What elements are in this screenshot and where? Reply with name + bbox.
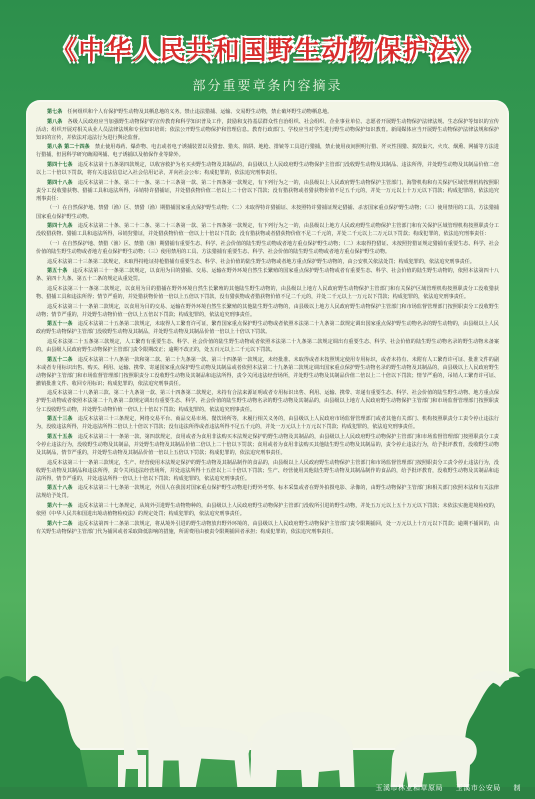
article-text: 各级人民政府应当加强野生动物保护的宣传教育和科学知识普及工作，鼓励和支持基层群众性自治组织、社会组织、企业事业单位、志愿者开展野生动物保护法律法规、生态保护等知识的宣传活动；组织开展对相关从业人员法律法规和专业知识培训；依法公开野生动物保护和管理信息。教育行政部门、学校应当对学生进行野生动物保护知识教育。新闻媒体应当开展野生动物保护法律法规和保护知识的宣传，并依法对违法行为进行舆论监督。 (36, 118, 499, 141)
article-paragraph (36, 108, 499, 116)
article-paragraph (36, 356, 499, 388)
article-text: 违反本法第二十条、第二十一条、第二十三条第一款、第二十四条第一款规定，有下列行为之一的，由县级以上人民政府野生动物保护主管部门、海警机构和有关保护区域管理机构按照职责分工没收猎获物、猎捕工具和违法所得，吊销特许猎捕证，并处猎获物价值二倍以上二十倍以下罚款；没有猎获物或者猎获物价值不足五千元的，并处一万元以上十万元以下罚款；构成犯罪的，依法追究刑事责任： (36, 179, 499, 202)
article-text: 任何组织和个人有保护野生动物及其栖息地的义务。禁止违法猎捕、运输、交易野生动物，禁止破坏野生动物栖息地。 (67, 109, 333, 115)
article-text: 违反本法第三十一条第三款规定，生产、经营使用本法规定保护的野生动物及其制品制作的食品的，由县级以上人民政府野生动物保护主管部门和市场监督管理部门按照职责分工责令停止违法行为，没收野生动物及其制品和违法所得，责令关闭违法经营场所，并处违法所得十五倍以上三十倍以下罚款；生产、经营使用其他陆生野生动物及其制品制作的食品的，给予批评教育，没收野生动物及其制品和违法所得，情节严重的，并处违法所得一倍以上十倍以下罚款；构成犯罪的，依法追究刑事责任。 (36, 459, 499, 482)
article-text: 违反本法第三十一条第一款、第四款规定，食用或者为食用非法购买本法规定保护的野生动物及其制品的，由县级以上人民政府野生动物保护主管部门和市场监督管理部门按照职责分工责令停止违法行为，没收野生动物及其制品，并处野生动物及其制品价值二倍以上二十倍以下罚款；食用或者为食用非法购买其他陆生野生动物及其制品的，责令停止违法行为，给予批评教育，没收野生动物及其制品，情节严重的，并处野生动物及其制品价值一倍以上五倍以下罚款；构成犯罪的，依法追究刑事责任。 (36, 433, 499, 456)
article-paragraph (36, 179, 499, 203)
article-label: 第四十七条 (47, 162, 73, 169)
article-paragraph (36, 303, 499, 319)
article-label: 第六十一条 (47, 502, 73, 509)
article-paragraph (36, 415, 499, 431)
article-paragraph (36, 484, 499, 500)
long-neck-animal-icon (112, 645, 146, 799)
article-text: 违反本法第二十八条第一款和第二款、第二十九条第一款、第三十四条第一款规定，未经批准、未取得或者未按照规定使用专用标识，或者未持有、未附有人工繁育许可证、批准文件的副本或者专用标识出售、购买、利用、运输、携带、寄递国家重点保护野生动物及其制品或者依照本法第二十九条第二款规定调出国家重点保护野生动物名录的野生动物及其制品的，由县级以上人民政府野生动物保护主管部门和市场监督管理部门按照职责分工没收野生动物及其制品和违法所得，责令关闭违法经营场所，并处野生动物及其制品价值二倍以上二十倍以下罚款；情节严重的，吊销人工繁育许可证、撤销批准文件、收回专用标识；构成犯罪的，依法追究刑事责任。 (36, 356, 499, 387)
article-paragraph (36, 389, 499, 413)
article-paragraph (36, 204, 499, 220)
article-text: 违反本法第二十三条第二款规定，未取得持枪证持枪猎捕有重要生态、科学、社会价值的陆生野生动物或者地方重点保护野生动物的，由公安机关依法处罚；构成犯罪的，依法追究刑事责任。 (47, 258, 475, 265)
article-paragraph (36, 285, 499, 301)
article-paragraph (36, 320, 499, 336)
article-text: 违反本法第二十条、第二十二条、第二十三条第一款、第二十四条第一款规定，有下列行为之一的，由县级以上地方人民政府野生动物保护主管部门和有关保护区域管理机构按照职责分工没收猎获物、猎捕工具和违法所得，吊销狩猎证，并处猎获物价值一倍以上十倍以下罚款；没有猎获物或者猎获物价值不足二千元的，并处二千元以上二万元以下罚款；构成犯罪的，依法追究刑事责任： (36, 223, 499, 238)
article-text: 违反本法第二十八条第三款、第二十九条第一款、第三十四条第二款规定，未持有合法来源证明或者专用标识出售、利用、运输、携带、寄递有重要生态、科学、社会价值的陆生野生动物、地方重点保护野生动物或者依照本法第二十九条第二款规定调出有重要生态、科学、社会价值的陆生野生动物名录的野生动物及其制品的，由县级以上地方人民政府野生动物保护主管部门和市场监督管理部门按照职责分工没收野生动物，并处野生动物价值一倍以上十倍以下罚款；构成犯罪的，依法追究刑事责任。 (36, 390, 499, 413)
article-text: 违反本法第四十二条第二款规定，将从境外引进的野生动物放归野外环境的，由县级以上人民政府野生动物保护主管部门责令限期捕回，处一万元以上十万元以下罚款；逾期不捕回的，由有关野生动物保护主管部门代为捕回或者采取降低影响的措施，所需费用由被责令限期捕回者承担；构成犯罪的，依法追究刑事责任。 (36, 520, 499, 535)
article-paragraph (36, 502, 499, 518)
article-text: 违反本法第十五条第四款规定，以收容救护为名买卖野生动物及其制品的，由县级以上人民政府野生动物保护主管部门没收野生动物及其制品、违法所得，并处野生动物及其制品价值二倍以上二十倍以下罚款，将有关违法信息记入社会信用记录，并向社会公布；构成犯罪的，依法追究刑事责任。 (36, 162, 499, 177)
article-text: 违反本法第三十一条第二款规定，以食用为目的猎捕、交易、运输在野外环境自然生长繁殖的国家重点保护野生动物或者有重要生态、科学、社会价值的陆生野生动物的，依照本法第四十八条、第四十九条、第五十二条的规定从重处罚。 (36, 268, 499, 283)
deer-icon (140, 675, 250, 799)
article-paragraph (36, 459, 499, 483)
article-paragraph (36, 338, 499, 354)
article-label: 第五十八条 (47, 485, 73, 492)
poster-title: 《中华人民共和国野生动物保护法》 (51, 36, 484, 66)
article-text: 禁止使用毒药、爆炸物、电击或者电子诱捕装置以及猎套、猎夹、陷阱、地枪、排铳等工具进行猎捕，禁止使用夜间照明行猎、歼灭性围猎、捣毁巢穴、火攻、烟熏、网捕等方法进行猎捕，但因科学研究确需网捕、电子诱捕以及植保作业等除外。 (36, 144, 499, 159)
article-label: 第四十八条 (47, 179, 73, 186)
article-text: 违反本法第三十七条第一款规定，外国人在我国对国家重点保护野生动物进行野外考察、标本采集或者在野外拍摄电影、录像的，由野生动物保护主管部门和相关部门依照本法和有关法律法规给予处罚。 (36, 485, 499, 500)
article-label: 第五十五条 (47, 433, 73, 440)
poster-subtitle: 部分重要章条内容摘录 (192, 79, 343, 94)
article-paragraph (36, 240, 499, 256)
article-paragraph (36, 258, 499, 266)
article-label: 第四十九条 (47, 223, 73, 230)
article-label: 第五十三条 (47, 416, 73, 423)
article-label: 第八条 (47, 118, 63, 125)
article-text: 违反本法第三十三条规定，网络交易平台、商品交易市场、餐饮场所等，未履行相关义务的，由县级以上人民政府市场监督管理部门或者其他有关部门、机构按照职责分工责令停止违法行为，没收违法所得，并处违法所得二倍以上十倍以下罚款；没有违法所得或者违法所得不足五千元的，并处一万元以上十万元以下罚款；构成犯罪的，依法追究刑事责任。 (36, 416, 499, 431)
article-text: 违反本法第三十一条第二款规定，以食用为目的猎捕在野外环境自然生长繁殖的其他陆生野生动物的，由县级以上地方人民政府野生动物保护主管部门和有关保护区域管理机构按照职责分工没收猎获物、猎捕工具和违法所得；情节严重的，并处猎获物价值一倍以上五倍以下罚款，没有猎获物或者猎获物价值不足二千元的，并处二千元以上一万元以下罚款；构成犯罪的，依法追究刑事责任。 (36, 285, 499, 300)
article-paragraph (36, 161, 499, 177)
article-text: 违反本法第二十五条第三款规定，人工繁育有重要生态、科学、社会价值的陆生野生动物或者依照本法第二十九条第二款规定调出有重要生态、科学、社会价值的陆生野生动物名录的野生动物未备案的，由县级人民政府野生动物保护主管部门责令限期改正；逾期不改正的，处五百元以上二千元以下罚款。 (36, 338, 499, 353)
article-text: 违反本法第二十五条第二款规定，未取得人工繁育许可证，繁育国家重点保护野生动物或者依照本法第二十九条第二款规定调出国家重点保护野生动物名录的野生动物的，由县级以上人民政府野生动物保护主管部门没收野生动物及其制品，并处野生动物及其制品价值一倍以上十倍以下罚款。 (36, 321, 499, 336)
article-label: 第五十一条 (47, 321, 73, 328)
article-paragraph (36, 520, 499, 536)
article-label: 第五十条 (47, 268, 68, 275)
article-paragraph (36, 267, 499, 283)
article-label: 第五十二条 (47, 356, 73, 363)
article-text: 违反本法第三十一条第二款规定，以食用为目的交易、运输在野外环境自然生长繁殖的其他陆生野生动物的，由县级以上地方人民政府野生动物保护主管部门和市场监督管理部门按照职责分工没收野生动物；情节严重的，并处野生动物价值一倍以上五倍以下罚款；构成犯罪的，依法追究刑事责任。 (36, 303, 499, 318)
wildlife-silhouettes (0, 609, 535, 799)
article-label: 第八条 第二十四条 (47, 144, 90, 151)
article-text: 违反本法第三十七条规定，从境外引进野生动物物种的，由县级以上人民政府野生动物保护主管部门没收所引进的野生动物，并处五万元以上五十万元以下罚款；未依法实施进境检疫的，依照《中华人民共和国进出境动植物检疫法》的规定处罚；构成犯罪的，依法追究刑事责任。 (36, 502, 499, 518)
footer (366, 783, 521, 793)
foliage-left-icon (0, 676, 90, 799)
article-paragraph (36, 222, 499, 238)
article-paragraph (36, 433, 499, 457)
footer-suffix: 制 (513, 784, 521, 792)
footer-org-forestry: 玉溪市林业和草原局 (375, 784, 444, 792)
elephant-icon (238, 713, 354, 799)
article-text: （一）在自然保护地、禁猎（渔）区、禁猎（渔）期猎捕有重要生态、科学、社会价值的陆生野生动物或者地方重点保护野生动物；（二）未取得狩猎证、未按照狩猎证规定猎捕有重要生态、科学、社会价值的陆生野生动物或者地方重点保护野生动物；（三）使用禁用的工具、方法猎捕有重要生态、科学、社会价值的陆生野生动物或者地方重点保护野生动物。 (36, 240, 499, 255)
articles-list (26, 100, 509, 543)
footer-org-police: 玉溪市公安局 (455, 784, 501, 792)
article-label: 第六十二条 (47, 520, 73, 527)
article-paragraph (36, 118, 499, 142)
article-label: 第七条 (47, 109, 63, 115)
article-paragraph (36, 143, 499, 159)
article-text: （一）在自然保护地、禁猎（渔）区、禁猎（渔）期猎捕国家重点保护野生动物；（二）未取得特许猎捕证、未按照特许猎捕证规定猎捕、杀害国家重点保护野生动物；（三）使用禁用的工具、方法猎捕国家重点保护野生动物。 (36, 205, 499, 220)
